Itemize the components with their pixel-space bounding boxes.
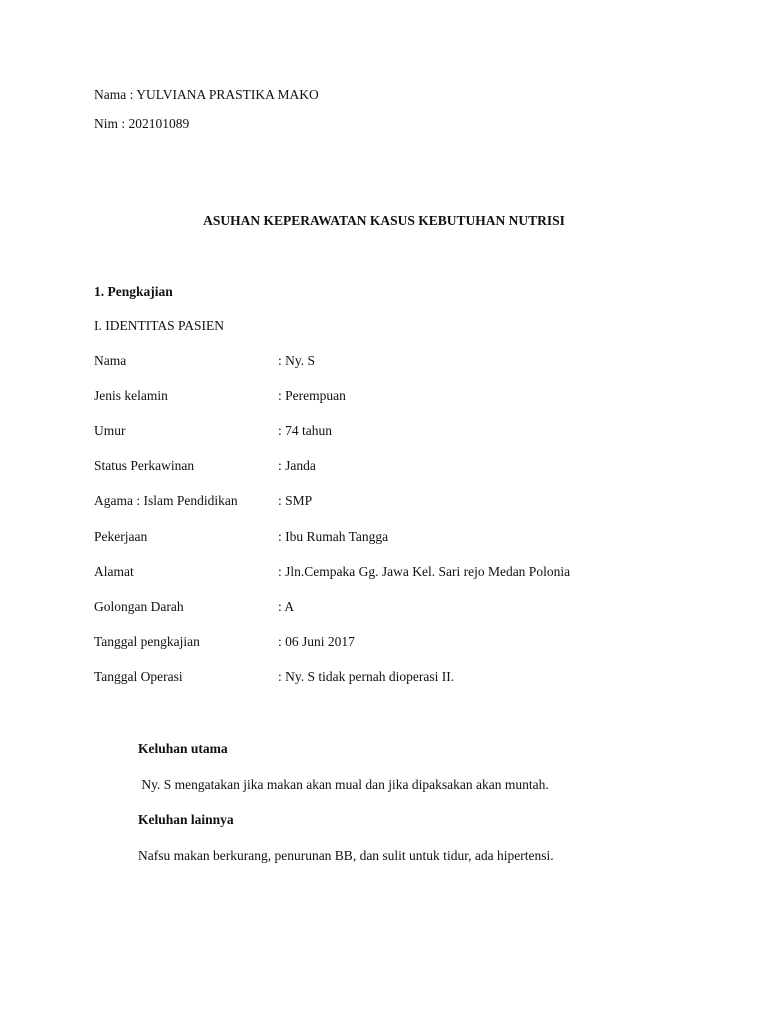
identity-value: : Jln.Cempaka Gg. Jawa Kel. Sari rejo Medan Polonia bbox=[278, 564, 571, 579]
identity-row bbox=[94, 423, 714, 441]
document-title: ASUHAN KEPERAWATAN KASUS KEBUTUHAN NUTRISI bbox=[203, 213, 565, 228]
identity-value: : A bbox=[278, 599, 295, 614]
identity-label: Umur bbox=[94, 423, 126, 438]
identity-row bbox=[94, 388, 714, 406]
identity-value: : 74 tahun bbox=[278, 423, 332, 438]
student-nim-line: Nim : 202101089 bbox=[94, 116, 190, 131]
identity-row bbox=[94, 564, 714, 582]
identity-value: : 06 Juni 2017 bbox=[278, 634, 355, 649]
keluhan-utama-text: Ny. S mengatakan jika makan akan mual dan jika dipaksakan akan muntah. bbox=[138, 777, 549, 792]
keluhan-lainnya-heading: Keluhan lainnya bbox=[138, 812, 234, 827]
identity-row bbox=[94, 599, 714, 617]
identity-value: : Ny. S bbox=[278, 353, 316, 368]
identity-label: Nama bbox=[94, 353, 127, 368]
identity-row bbox=[94, 458, 714, 476]
identity-label: Agama : Islam Pendidikan bbox=[94, 493, 238, 508]
identity-label: Golongan Darah bbox=[94, 599, 184, 614]
identity-label: Pekerjaan bbox=[94, 529, 148, 544]
identity-value: : Ny. S tidak pernah dioperasi II. bbox=[278, 669, 455, 684]
identity-label: Tanggal pengkajian bbox=[94, 634, 200, 649]
keluhan-utama-heading: Keluhan utama bbox=[138, 741, 228, 756]
identity-label: Alamat bbox=[94, 564, 134, 579]
student-name-line: Nama : YULVIANA PRASTIKA MAKO bbox=[94, 87, 319, 102]
identity-value: : Janda bbox=[278, 458, 316, 473]
identity-row bbox=[94, 353, 714, 371]
identity-value: : SMP bbox=[278, 493, 313, 508]
identity-label: Jenis kelamin bbox=[94, 388, 168, 403]
identity-label: Tanggal Operasi bbox=[94, 669, 183, 684]
identity-row bbox=[94, 669, 714, 687]
keluhan-lainnya-text: Nafsu makan berkurang, penurunan BB, dan sulit untuk tidur, ada hipertensi. bbox=[138, 848, 554, 863]
identity-row bbox=[94, 634, 714, 652]
section-subheading: I. IDENTITAS PASIEN bbox=[94, 318, 225, 333]
identity-row bbox=[94, 493, 714, 511]
identity-row bbox=[94, 529, 714, 547]
identity-value: : Perempuan bbox=[278, 388, 346, 403]
section-heading: 1. Pengkajian bbox=[94, 284, 173, 299]
identity-label: Status Perkawinan bbox=[94, 458, 195, 473]
identity-value: : Ibu Rumah Tangga bbox=[278, 529, 389, 544]
